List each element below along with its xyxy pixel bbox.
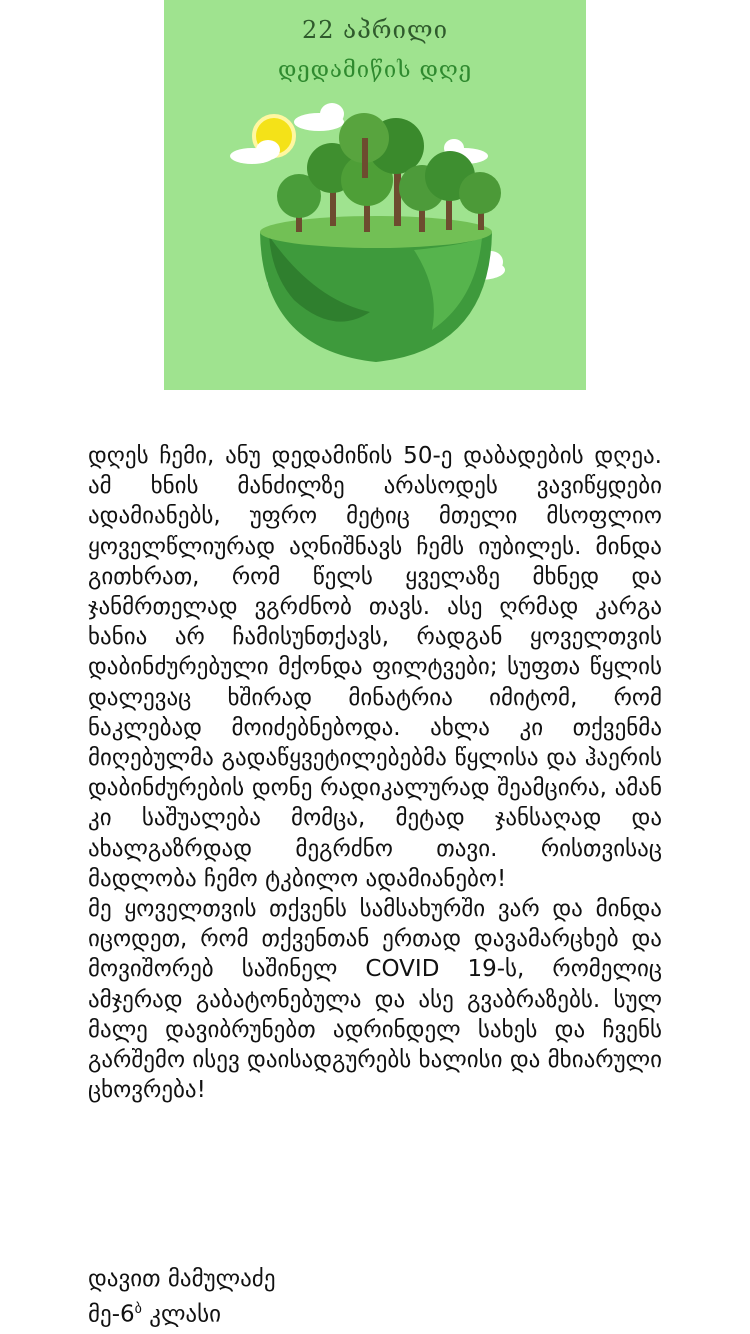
letter-paragraph: მე ყოველთვის თქვენს სამსახურში ვარ და მინდა იცოდეთ, რომ თქვენთან ერთად დავამარცხებ და მოვიშორებ საშინელ COVID 19-ს, რომელიც ამჯერად გაბატონებულა და ასე გვაბრაზებს. სულ მალე დავიბრუნებთ ადრინდელ სახეს და ჩვენს გარშემო ისევ დაისადგურებს ხალისი და მხიარული ცხოვრება!	[88, 896, 662, 1104]
tree-icon	[277, 113, 501, 232]
signature-block	[88, 1264, 276, 1330]
author-name: დავით მამულაძე	[88, 1266, 276, 1292]
author-class	[88, 1294, 276, 1330]
poster-date: 22 აპრილი	[301, 16, 449, 44]
class-label: კლასი	[141, 1301, 222, 1328]
letter-paragraph: დღეს ჩემი, ანუ დედამიწის 50-ე დაბადების დღეა. ამ ხნის მანძილზე არასოდეს ვავიწყდები ადამიანებს, უფრო მეტიც მთელი მსოფლიო ყოველწლიურად აღნიშნავს ჩემს იუბილეს. მინდა გითხრათ, რომ წელს ყველაზე მხნედ და ჯანმრთელად ვგრძნობ თავს. ასე ღრმად კარგა ხანია არ ჩამისუნთქავს, რადგან ყოველთვის დაბინძურებული მქონდა ფილტვები; სუფთა წყლის დალევაც ხშირად მინატრია იმიტომ, რომ ნაკლებად მოიძებნებოდა. ახლა კი თქვენმა მიღებულმა გადაწყვეტილებებმა წყლისა და ჰაერის დაბინძურების დონე რადიკალურად შეამცირა, ამან კი საშუალება მომცა, მეტად ჯანსაღად და ახალგაზრდად მეგრძნო თავი. რისთვისაც მადლობა ჩემო ტკბილო ადამიანებო!	[88, 443, 662, 892]
earth-day-poster	[164, 0, 586, 390]
poster-subtitle: დედამიწის დღე	[277, 58, 473, 83]
class-number: მე-6	[88, 1301, 135, 1328]
class-letter: ბ	[134, 1301, 142, 1317]
letter-body	[88, 441, 662, 1105]
